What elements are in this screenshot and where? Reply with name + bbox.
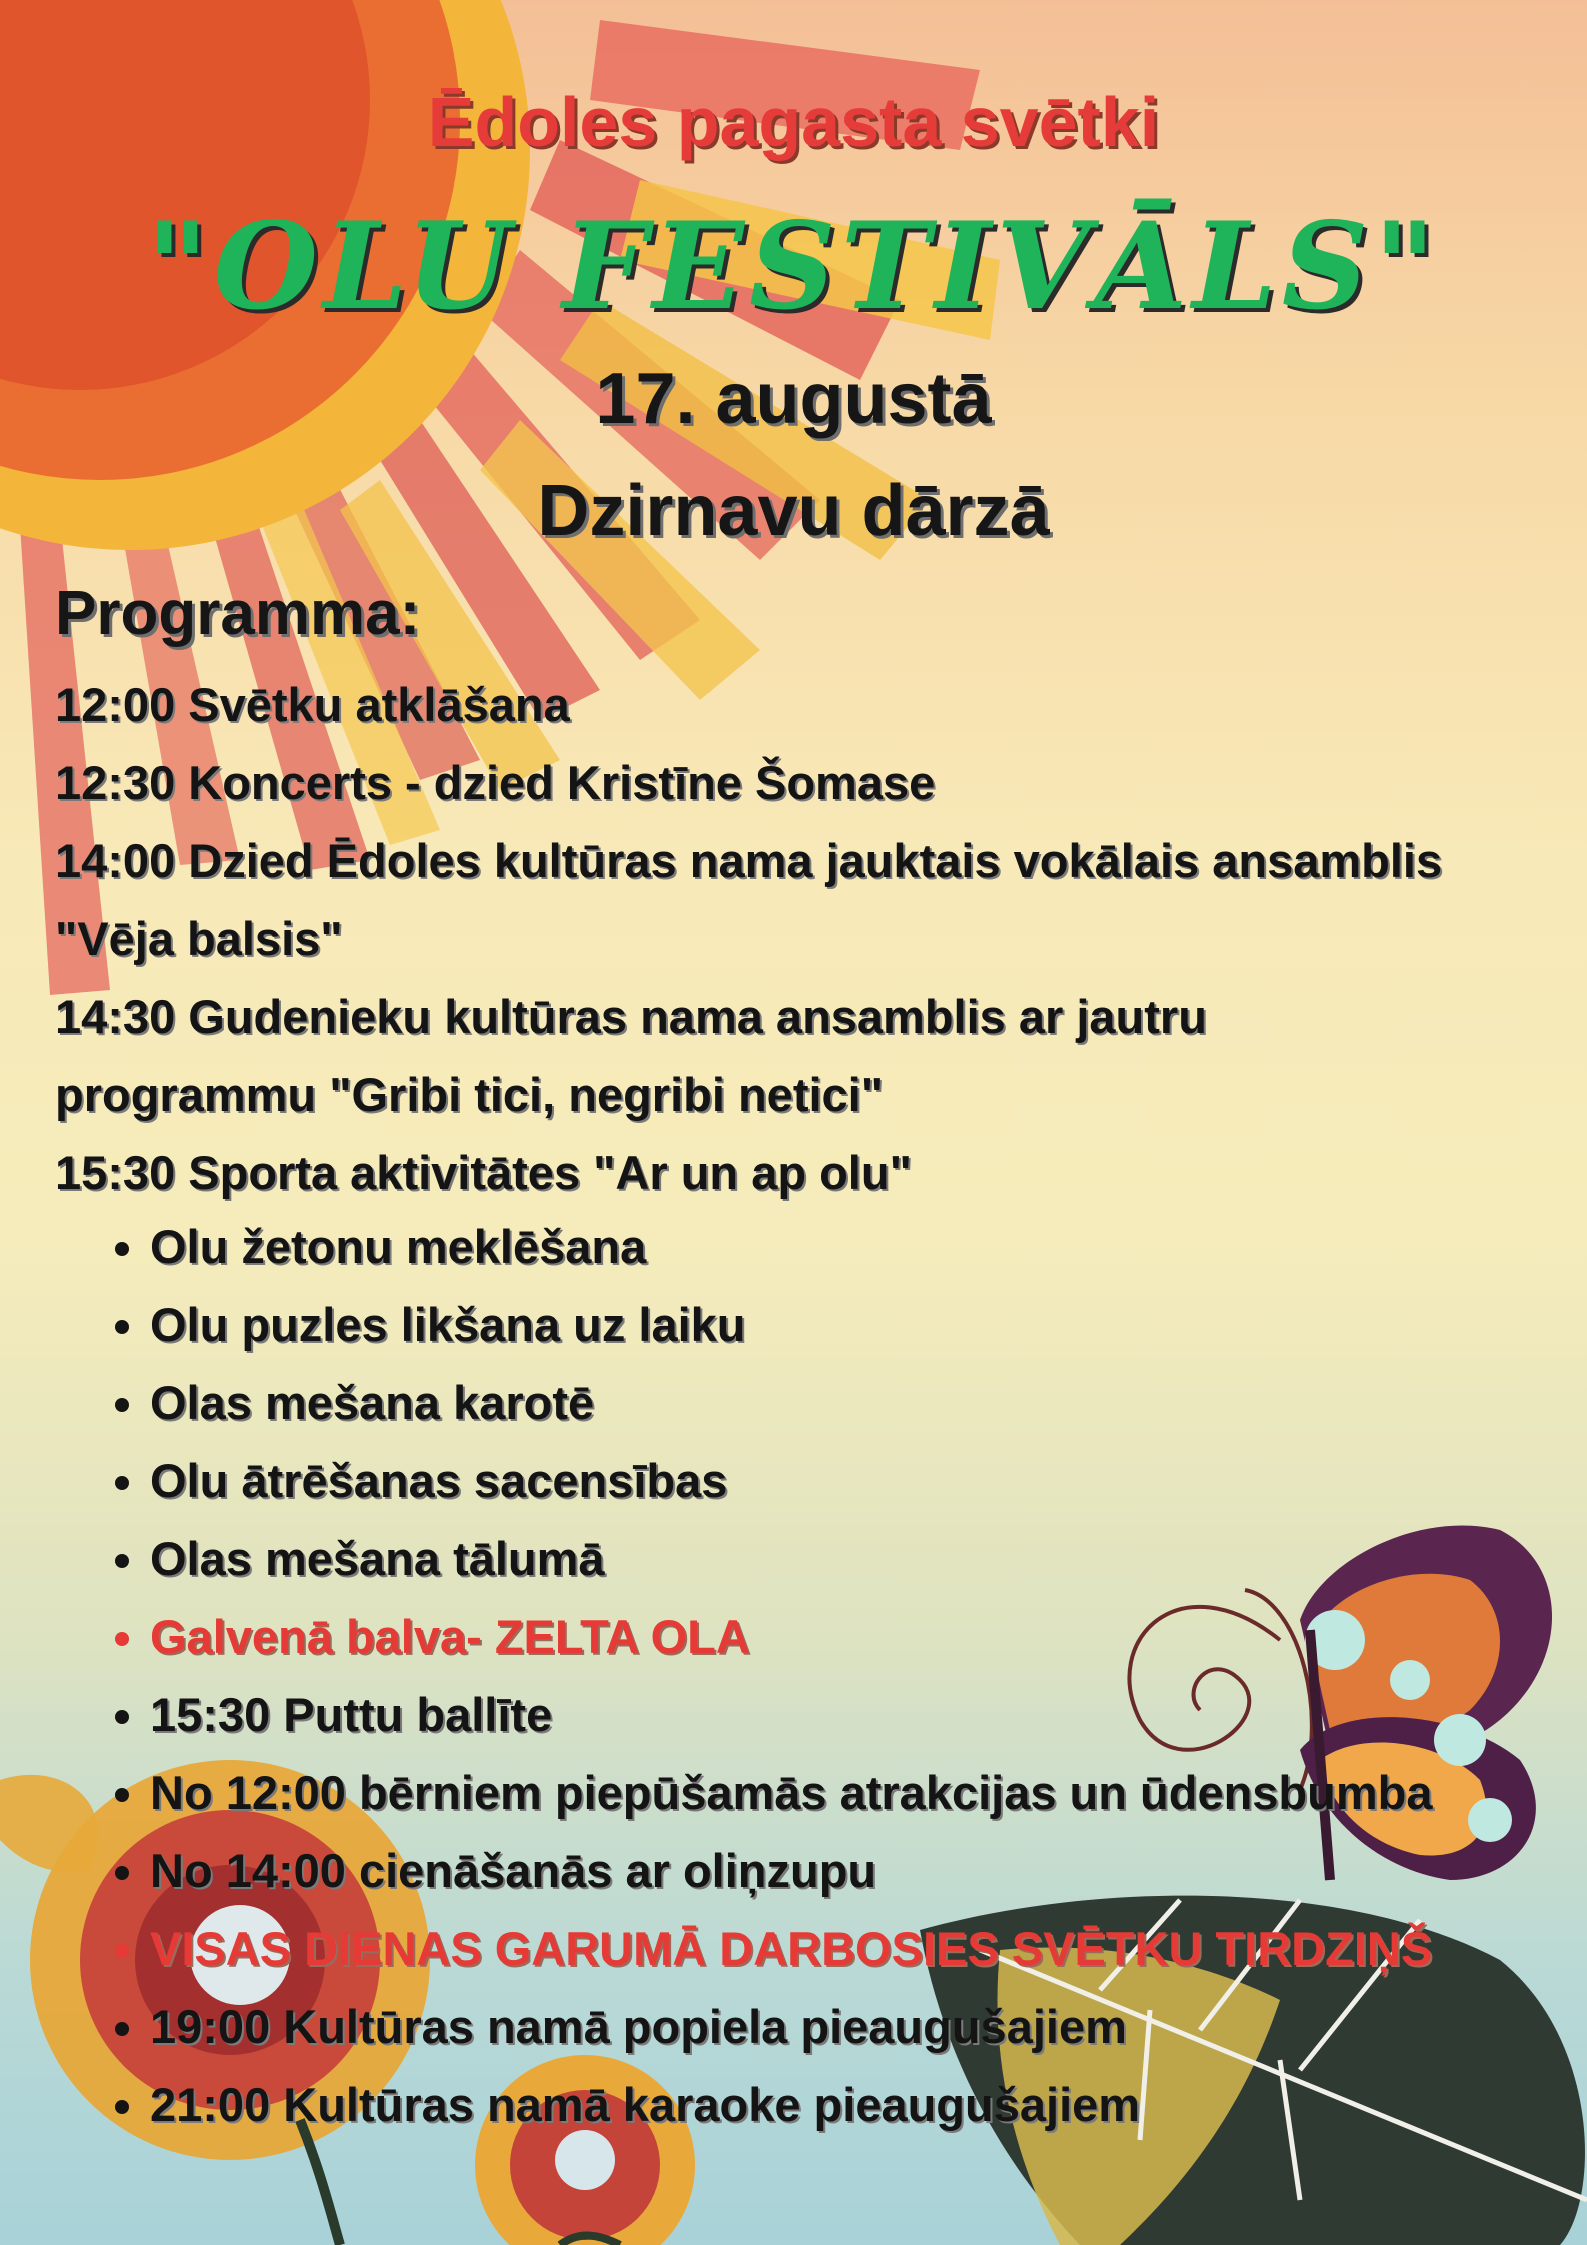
program-lines <box>55 666 1575 1212</box>
list-item: • Olu puzles likšana uz laiku <box>150 1286 1587 1364</box>
program-line: programmu "Gribi tici, negribi netici" <box>55 1068 884 1121</box>
program-line: 14:00 Dzied Ēdoles kultūras nama jauktais vokālais ansamblis <box>55 834 1443 887</box>
list-item: • No 14:00 cienāšanās ar oliņzupu <box>150 1832 1587 1910</box>
list-item: • No 12:00 bērniem piepūšamās atrakcijas un ūdensbumba <box>150 1754 1587 1832</box>
list-item-market: • VISAS DIENAS GARUMĀ DARBOSIES SVĒTKU TIRDZIŅŠ <box>150 1910 1587 1988</box>
list-item: • 15:30 Puttu ballīte <box>150 1676 1587 1754</box>
program-line: 12:00 Svētku atklāšana <box>55 678 570 731</box>
list-item-main-prize: • Galvenā balva- ZELTA OLA <box>150 1598 1587 1676</box>
list-item: • Olu ātrēšanas sacensības <box>150 1442 1587 1520</box>
festival-place: Dzirnavu dārzā <box>537 471 1050 551</box>
list-item: • Olu žetonu meklēšana <box>150 1208 1587 1286</box>
activities-list <box>100 1208 1587 2144</box>
list-item: • Olas mešana karotē <box>150 1364 1587 1442</box>
festival-date: 17. augustā <box>595 359 992 439</box>
list-item: • Olas mešana tālumā <box>150 1520 1587 1598</box>
list-item: • 19:00 Kultūras namā popiela pieaugušajiem <box>150 1988 1587 2066</box>
list-item: • 21:00 Kultūras namā karaoke pieaugušajiem <box>150 2066 1587 2144</box>
program-line: 12:30 Koncerts - dzied Kristīne Šomase <box>55 756 936 809</box>
program-heading: Programma: <box>55 579 421 648</box>
festival-title: "OLU FESTIVĀLS" <box>146 196 1441 337</box>
program-line: 15:30 Sporta aktivitātes "Ar un ap olu" <box>55 1146 912 1199</box>
program-line: "Vēja balsis" <box>55 912 343 965</box>
program-line: 14:30 Gudenieku kultūras nama ansamblis ar jautru <box>55 990 1207 1043</box>
festival-subtitle: Ēdoles pagasta svētki <box>427 83 1160 161</box>
